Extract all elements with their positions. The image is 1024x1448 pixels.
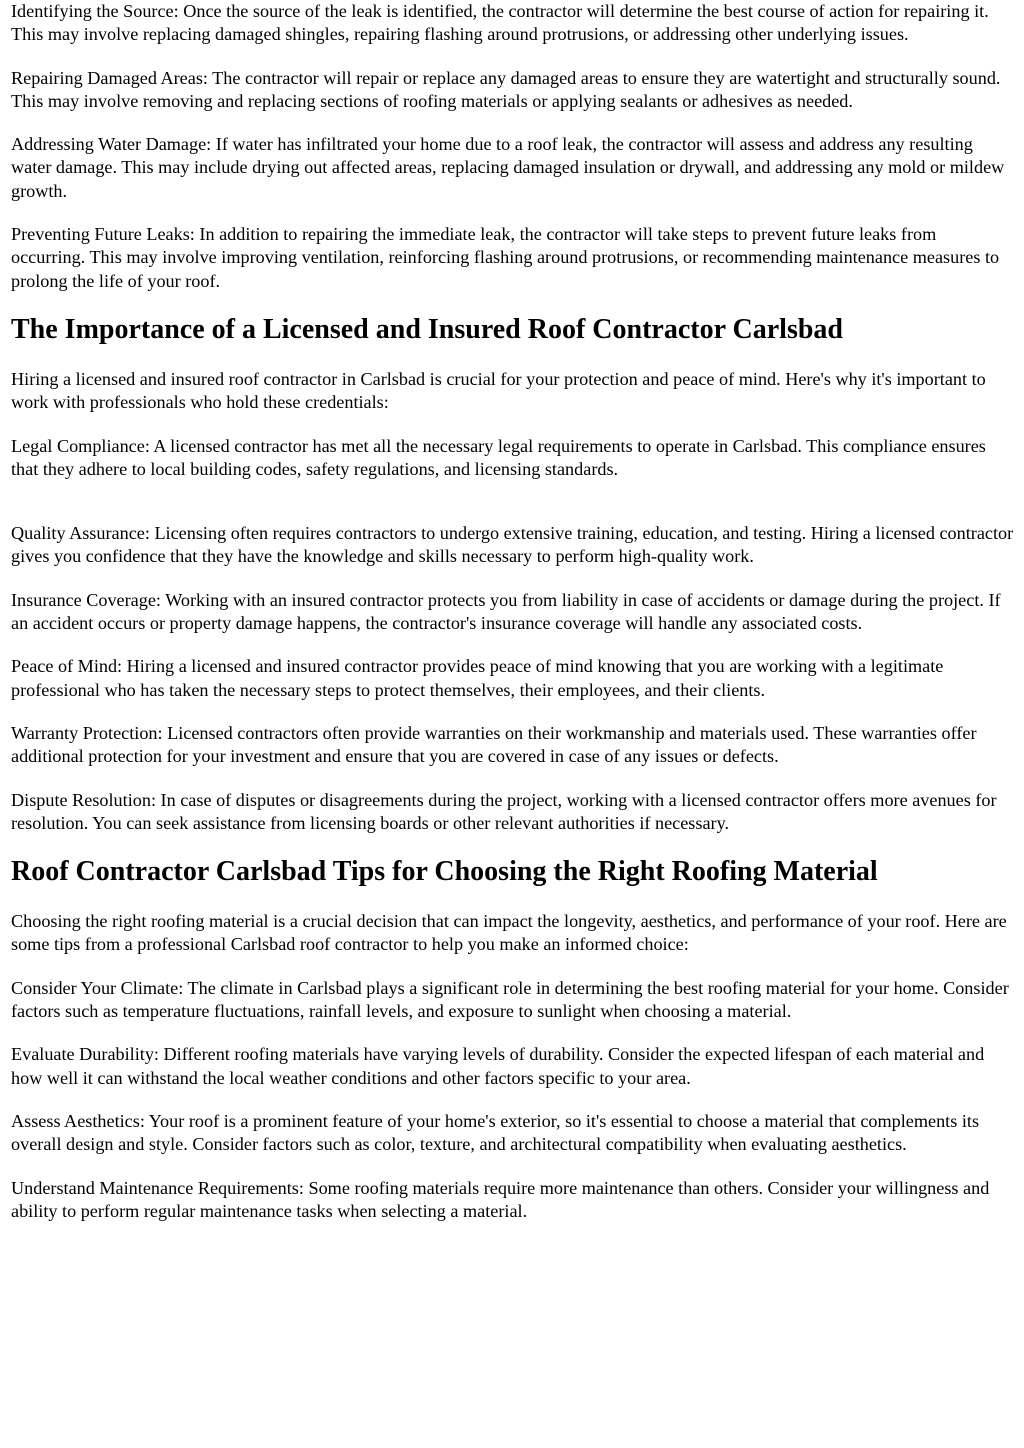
paragraph-assess-aesthetics: Assess Aesthetics: Your roof is a prominent feature of your home's exterior, so it's essential to choose a material that complements its overall design and style. Consider factors such as color, texture, and architectural compatibility when evaluating aesthetics.	[11, 1110, 980, 1155]
heading-roofing-material-tips: Roof Contractor Carlsbad Tips for Choosing the Right Roofing Material	[11, 856, 878, 888]
paragraph-hiring-licensed: Hiring a licensed and insured roof contractor in Carlsbad is crucial for your protection and peace of mind. Here's why it's important to work with professionals who hold these credentials:	[11, 368, 986, 413]
paragraph-consider-climate: Consider Your Climate: The climate in Carlsbad plays a significant role in determining the best roofing material for your home. Consider factors such as temperature fluctuations, rainfall levels, and exposure to sunlight when choosing a material.	[11, 977, 1009, 1022]
paragraph-quality-assurance: Quality Assurance: Licensing often requires contractors to undergo extensive training, education, and testing. Hiring a licensed contractor gives you confidence that they have the knowledge and skills necessary to perform high-quality work.	[11, 523, 1014, 567]
paragraph-repairing-damaged-areas: Repairing Damaged Areas: The contractor will repair or replace any damaged areas to ensure they are watertight and structurally sound. This may involve removing and replacing sections of roofing materials or applying sealants or adhesives as needed.	[11, 67, 1001, 111]
paragraph-peace-of-mind: Peace of Mind: Hiring a licensed and insured contractor provides peace of mind knowing that you are working with a legitimate professional who has taken the necessary steps to protect themselves, their employees, and their clients.	[11, 656, 944, 700]
paragraph-insurance-coverage: Insurance Coverage: Working with an insured contractor protects you from liability in case of accidents or damage during the project. If an accident occurs or property damage happens, the contractor's insurance coverage will handle any associated costs.	[11, 589, 1001, 634]
paragraph-maintenance-requirements: Understand Maintenance Requirements: Some roofing materials require more maintenance than others. Consider your willingness and ability to perform regular maintenance tasks when selecting a material.	[11, 1177, 990, 1221]
paragraph-preventing-future-leaks: Preventing Future Leaks: In addition to repairing the immediate leak, the contractor will take steps to prevent future leaks from occurring. This may involve improving ventilation, reinforcing flashing around protrusions, or recommending maintenance measures to prolong the life of your roof.	[11, 224, 1000, 291]
paragraph-identifying-source: Identifying the Source: Once the source of the leak is identified, the contractor will determine the best course of action for repairing it. This may involve replacing damaged shingles, repairing flashing around protrusions, or addressing other underlying issues.	[11, 1, 989, 45]
paragraph-legal-compliance: Legal Compliance: A licensed contractor has met all the necessary legal requirements to operate in Carlsbad. This compliance ensures that they adhere to local building codes, safety regulations, and licensing standards.	[11, 435, 986, 479]
heading-licensed-insured: The Importance of a Licensed and Insured Roof Contractor Carlsbad	[11, 313, 843, 345]
paragraph-addressing-water-damage: Addressing Water Damage: If water has infiltrated your home due to a roof leak, the contractor will assess and address any resulting water damage. This may include drying out affected areas, replacing damaged insulation or drywall, and addressing any mold or mildew growth.	[11, 134, 1005, 201]
paragraph-evaluate-durability: Evaluate Durability: Different roofing materials have varying levels of durability. Consider the expected lifespan of each material and how well it can withstand the local weather conditions and other factors specific to your area.	[11, 1044, 985, 1088]
paragraph-choosing-material: Choosing the right roofing material is a crucial decision that can impact the longevity, aesthetics, and performance of your roof. Here are some tips from a professional Carlsbad roof contractor to help you make an informed choice:	[11, 911, 1007, 955]
paragraph-warranty-protection: Warranty Protection: Licensed contractors often provide warranties on their workmanship and materials used. These warranties offer additional protection for your investment and ensure that you are covered in case of any issues or defects.	[11, 722, 977, 767]
paragraph-dispute-resolution: Dispute Resolution: In case of disputes or disagreements during the project, working with a licensed contractor offers more avenues for resolution. You can seek assistance from licensing boards or other relevant authorities if necessary.	[11, 789, 997, 833]
